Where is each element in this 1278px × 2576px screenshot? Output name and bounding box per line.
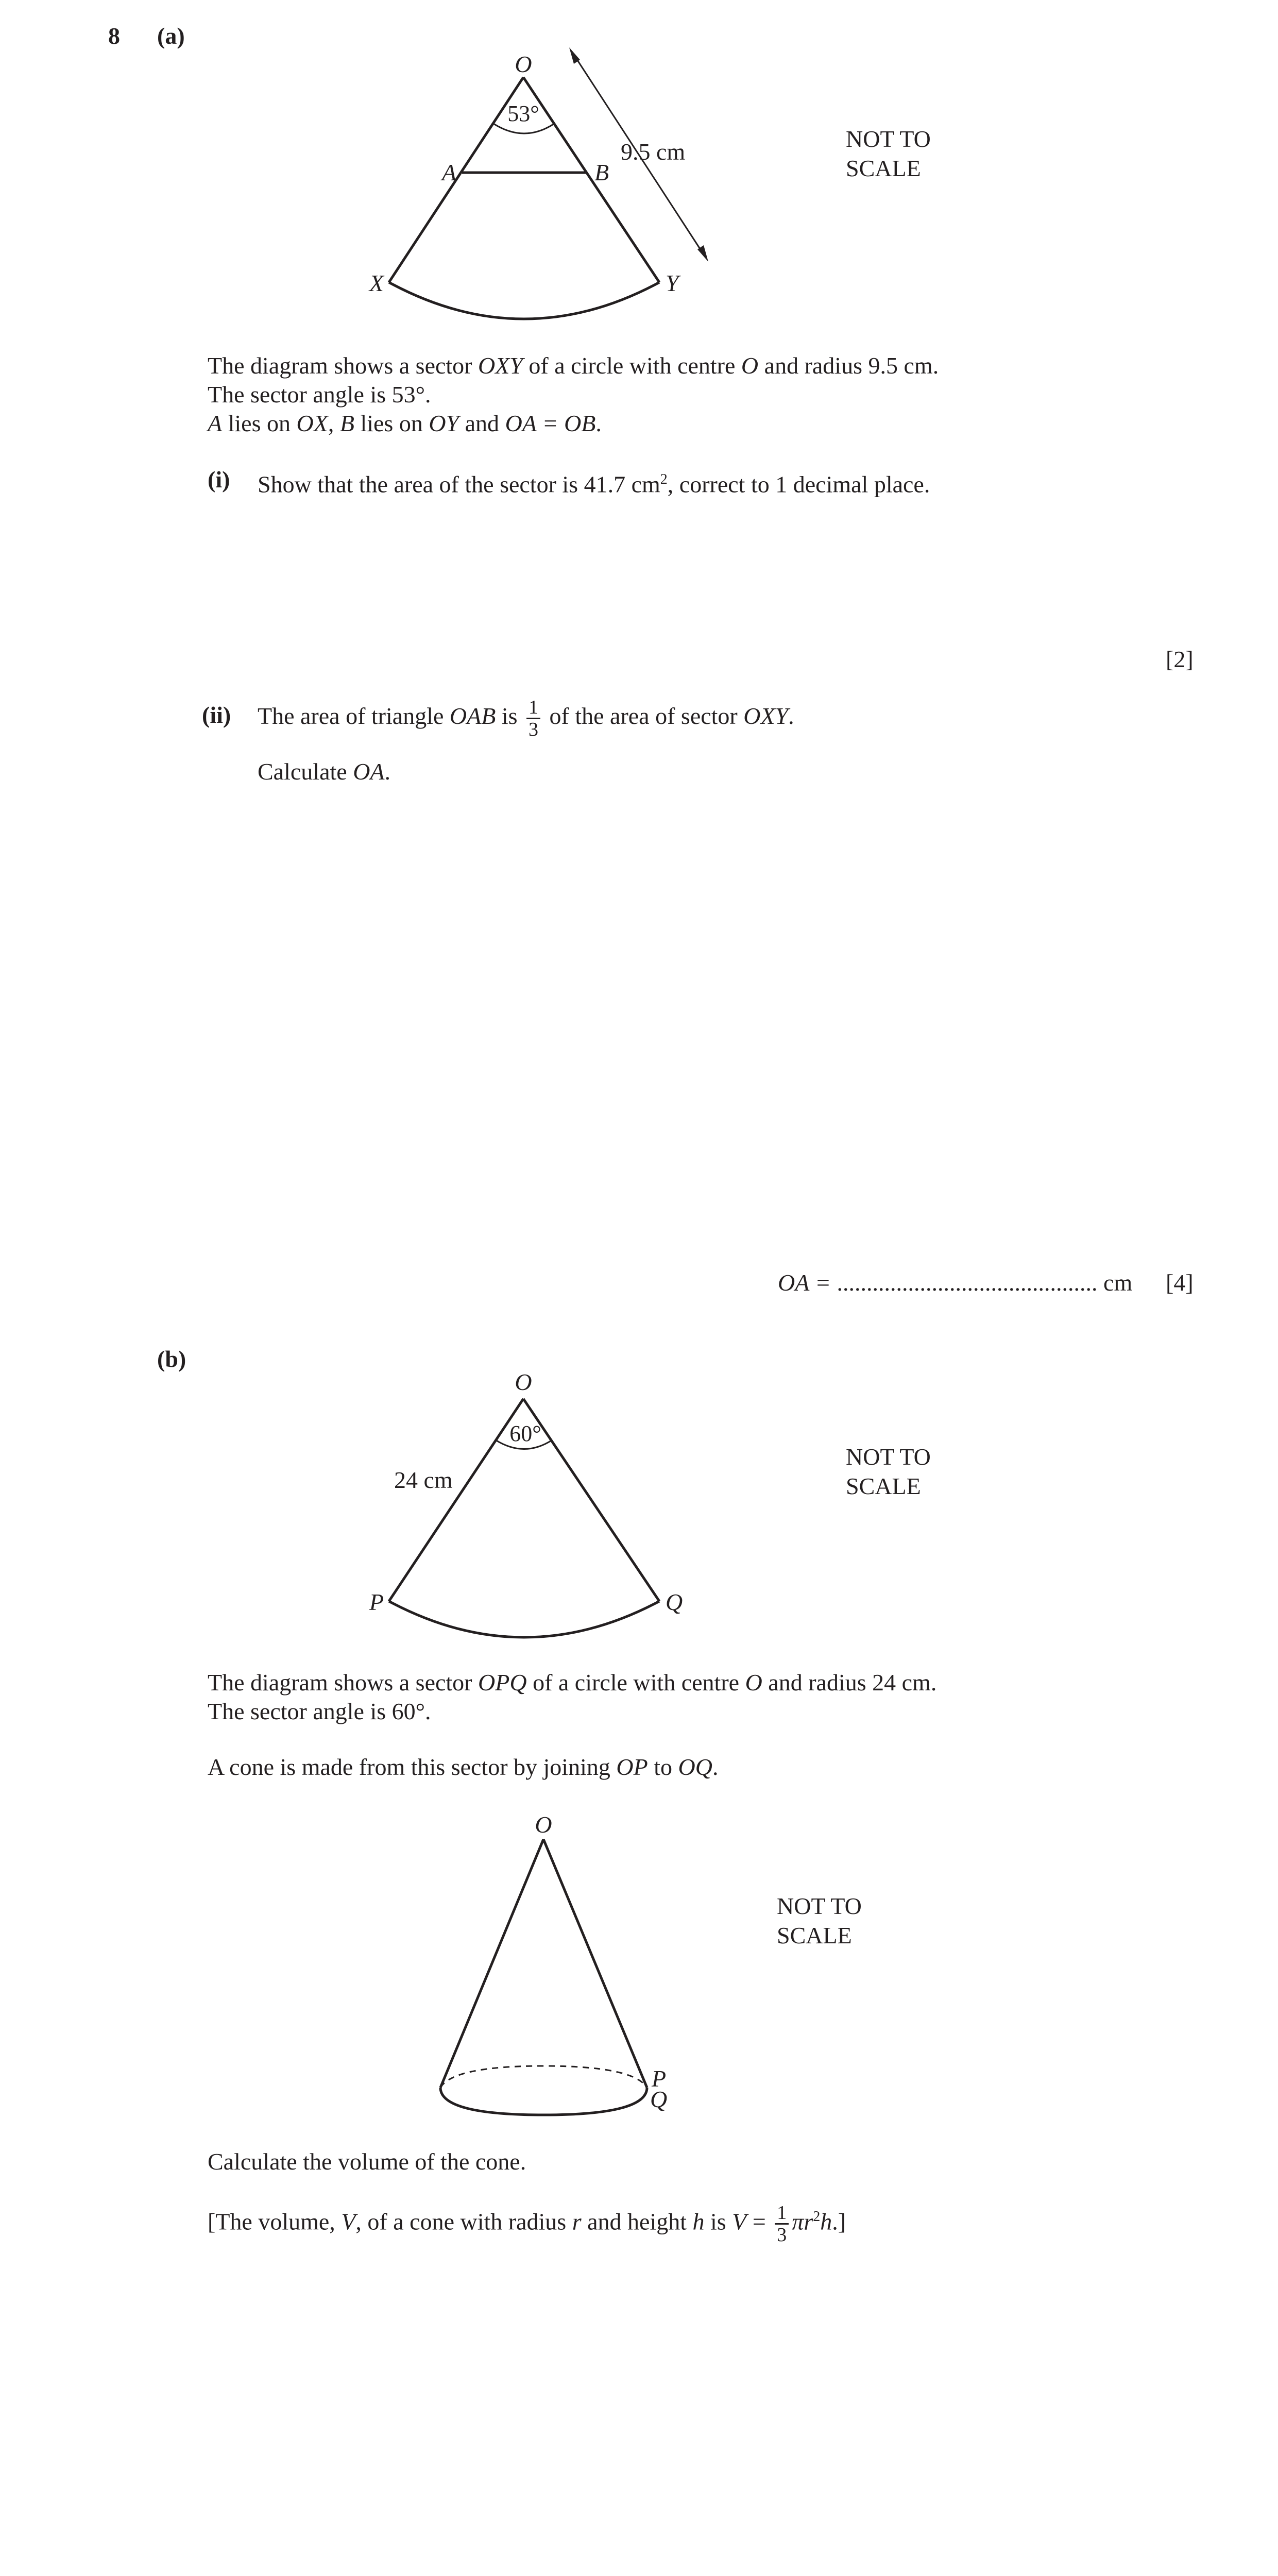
part-a-line3: A lies on OX, B lies on OY and OA = OB. bbox=[208, 410, 602, 436]
cone-diagram bbox=[0, 1803, 1278, 2133]
angle-label: 60° bbox=[509, 1421, 541, 1446]
not-to-scale-line1: NOT TO bbox=[846, 1444, 931, 1470]
arc-xy bbox=[389, 282, 659, 319]
part-a-line2: The sector angle is 53°. bbox=[208, 381, 431, 408]
part-a-label: (a) bbox=[157, 23, 185, 49]
part-a-i-marks: [2] bbox=[1166, 646, 1194, 672]
question-number: 8 bbox=[108, 23, 120, 49]
part-b-line2: The sector angle is 60°. bbox=[208, 1698, 431, 1724]
part-b-line1: The diagram shows a sector OPQ of a circle with centre O and radius 24 cm. bbox=[208, 1669, 937, 1696]
label-o: O bbox=[515, 1369, 532, 1395]
label-b: B bbox=[594, 159, 609, 185]
sector-oxy-diagram bbox=[0, 0, 1278, 361]
radius-label: 24 cm bbox=[394, 1467, 453, 1493]
not-to-scale-line2: SCALE bbox=[777, 1922, 852, 1948]
cone-base-back bbox=[440, 2066, 647, 2088]
label-x: X bbox=[369, 270, 384, 296]
not-to-scale-line2: SCALE bbox=[846, 155, 921, 181]
part-b-line3: A cone is made from this sector by joining OP to OQ. bbox=[208, 1754, 719, 1780]
not-to-scale-line2: SCALE bbox=[846, 1473, 921, 1499]
label-o: O bbox=[515, 51, 532, 77]
not-to-scale-line1: NOT TO bbox=[777, 1893, 862, 1919]
label-a: A bbox=[441, 159, 456, 185]
angle-label: 53° bbox=[507, 101, 539, 126]
part-b-calc: Calculate the volume of the cone. bbox=[208, 2148, 526, 2175]
line-oy bbox=[523, 77, 659, 282]
not-to-scale-line1: NOT TO bbox=[846, 126, 931, 152]
part-a-ii-label: (ii) bbox=[202, 702, 231, 728]
label-p: P bbox=[369, 1589, 384, 1615]
radius-label: 9.5 cm bbox=[621, 139, 686, 165]
part-a-i-text: Show that the area of the sector is 41.7 $cm^2$, correct to 1 decimal place. bbox=[258, 471, 930, 498]
label-q: Q bbox=[650, 2086, 668, 2112]
cone-left-side bbox=[440, 1839, 543, 2088]
label-y: Y bbox=[666, 270, 679, 296]
line-op bbox=[389, 1399, 523, 1601]
fraction-one-third: $\frac{1}{3}$ bbox=[775, 2202, 789, 2245]
label-q: Q bbox=[666, 1589, 683, 1615]
cone-volume-formula: [The volume, V, of a cone with radius r and height h is V = $\frac{1}{3}$ $\pi r^2h$.] bbox=[208, 2202, 846, 2246]
answer-oa-blank: ............................................ bbox=[837, 1269, 1098, 1296]
cone-right-side bbox=[543, 1839, 647, 2088]
part-a-line1: The diagram shows a sector OXY of a circle with centre O and radius 9.5 cm. bbox=[208, 352, 939, 379]
part-b-label: (b) bbox=[157, 1346, 186, 1372]
fraction-one-third: $\frac{1}{3}$ bbox=[526, 697, 540, 740]
part-a-i-label: (i) bbox=[208, 466, 230, 493]
label-p: P bbox=[652, 2065, 667, 2092]
sector-opq-diagram bbox=[0, 1340, 1278, 1659]
part-a-ii-calc: Calculate OA. bbox=[258, 758, 391, 785]
part-a-ii-marks: [4] bbox=[1166, 1269, 1194, 1296]
arc-pq bbox=[389, 1601, 659, 1637]
label-o: O bbox=[535, 1811, 552, 1838]
line-oq bbox=[523, 1399, 659, 1601]
answer-oa: OA = ............................................ cm bbox=[778, 1269, 1133, 1296]
cone-base-front bbox=[440, 2088, 647, 2115]
part-a-ii-text: The area of triangle OAB is $\frac{1}{3}$ of the area of sector OXY. bbox=[258, 696, 794, 740]
